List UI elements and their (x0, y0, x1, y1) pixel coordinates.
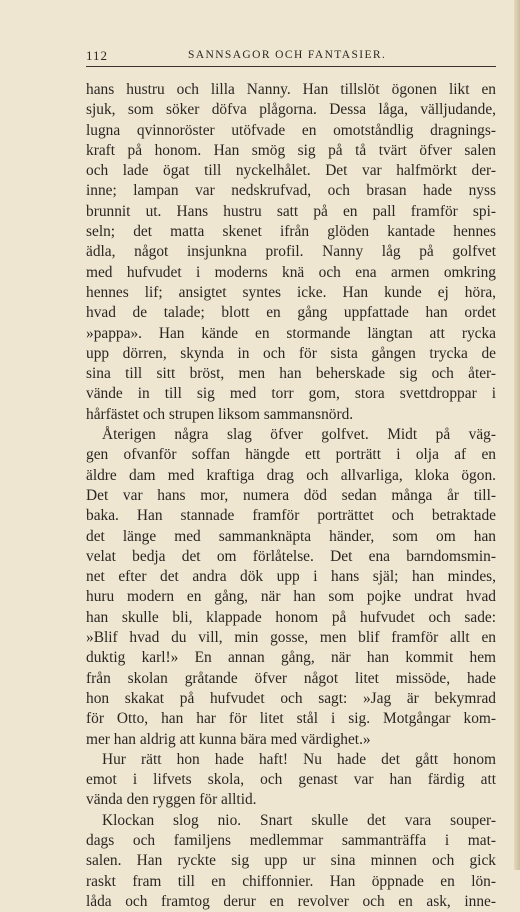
text-line: mer han aldrig att kunna bära med värdighet.» (86, 730, 371, 748)
text-line: »Blif hvad du vill, min gosse, men blif framför allt en (86, 629, 496, 647)
text-line: för Otto, han har för litet stål i sig. Motgångar kom- (86, 710, 496, 728)
text-line: ädla, något insjunkna profil. Nanny låg på golfvet (86, 243, 496, 261)
text-line: lugna qvinnoröster utöfvade en omotståndlig dragnings- (86, 121, 496, 139)
text-line: huru modern en gång, när han som pojke undrat hvad (86, 588, 496, 606)
text-line: från skolan gråtande öfver något litet missöde, hade (86, 669, 496, 687)
page-number: 112 (86, 48, 109, 63)
text-line: sina till sitt bröst, men han beherskade sig och åter- (86, 365, 496, 383)
text-line: och lade ögat till nyckelhålet. Det var halfmörkt der- (86, 162, 496, 180)
text-line: låda och framtog derur en revolver och en ask, inne- (86, 892, 496, 910)
text-line: upp dörren, skynda in och för sista gången trycka de (86, 344, 496, 362)
running-head (86, 48, 496, 68)
text-line: hon skakat på hufvudet och sagt: »Jag är bekymrad (86, 689, 496, 707)
text-line: seln; det matta skenet ifrån glöden kantade hennes (86, 223, 496, 241)
running-title: SANNSAGOR OCH FANTASIER. (188, 49, 387, 61)
text-line: dags och familjens medlemmar sammanträffa i mat- (86, 831, 496, 849)
text-line: vände in till sig med torr gom, stora svettdroppar i (86, 385, 496, 403)
text-line: Hur rätt hon hade haft! Nu hade det gått honom (102, 750, 496, 768)
page-edge (514, 0, 520, 870)
text-line: net efter det andra dök upp i hans själ; han mindes, (86, 568, 496, 586)
text-line: kraft på honom. Han smög sig på tå tvärt öfver salen (86, 141, 496, 159)
text-line: Det var hans mor, numera död sedan många år till- (86, 486, 496, 504)
text-line: sjuk, som söker döfva plågorna. Dessa låga, välljudande, (86, 101, 496, 119)
text-line: vända den ryggen för alltid. (86, 791, 257, 809)
text-line: äldre dam med kraftiga drag och allvarliga, kloka ögon. (86, 466, 496, 484)
text-line: Klockan slog nio. Snart skulle det vara souper- (102, 811, 496, 829)
text-line: Återigen några slag öfver golfvet. Midt på väg- (102, 426, 496, 444)
text-line: »pappa». Han kände en stormande längtan att rycka (86, 324, 496, 342)
text-line: duktig karl!» En annan gång, när han kommit hem (86, 649, 496, 667)
text-line: brunnit ut. Hans hustru satt på en pall framför spi- (86, 202, 496, 220)
text-line: emot i lifvets skola, och genast var han färdig att (86, 771, 496, 789)
text-line: salen. Han ryckte sig upp ur sina minnen och gick (86, 852, 496, 870)
text-line: hennes lif; ansigtet syntes icke. Han kunde ej höra, (86, 283, 496, 301)
text-line: hårfästet och strupen liksom sammansnörd. (86, 405, 354, 423)
text-line: gen ofvanför soffan hängde ett porträtt i olja af en (86, 446, 496, 464)
text-line: inne; lampan var nedskrufvad, och brasan hade nyss (86, 182, 496, 200)
header-rule (86, 66, 496, 67)
text-line: velat bedja det om förlåtelse. Det ena barndomsmin- (86, 547, 496, 565)
text-line: hvad de talade; blott en gång uppfattade han ordet (86, 304, 496, 322)
text-line: raskt fram till en chiffonnier. Han öppnade en lön- (86, 872, 496, 890)
text-line: med hufvudet i moderns knä och ena armen omkring (86, 263, 496, 281)
text-line: hans hustru och lilla Nanny. Han tillslöt ögonen likt en (86, 81, 496, 98)
body-text (86, 80, 496, 912)
text-line: det länge med sammanknäpta händer, som om han (86, 527, 496, 545)
text-line: han skulle bli, klappade honom på hufvudet och sade: (86, 608, 496, 626)
text-line: baka. Han stannade framför porträttet och betraktade (86, 507, 496, 525)
